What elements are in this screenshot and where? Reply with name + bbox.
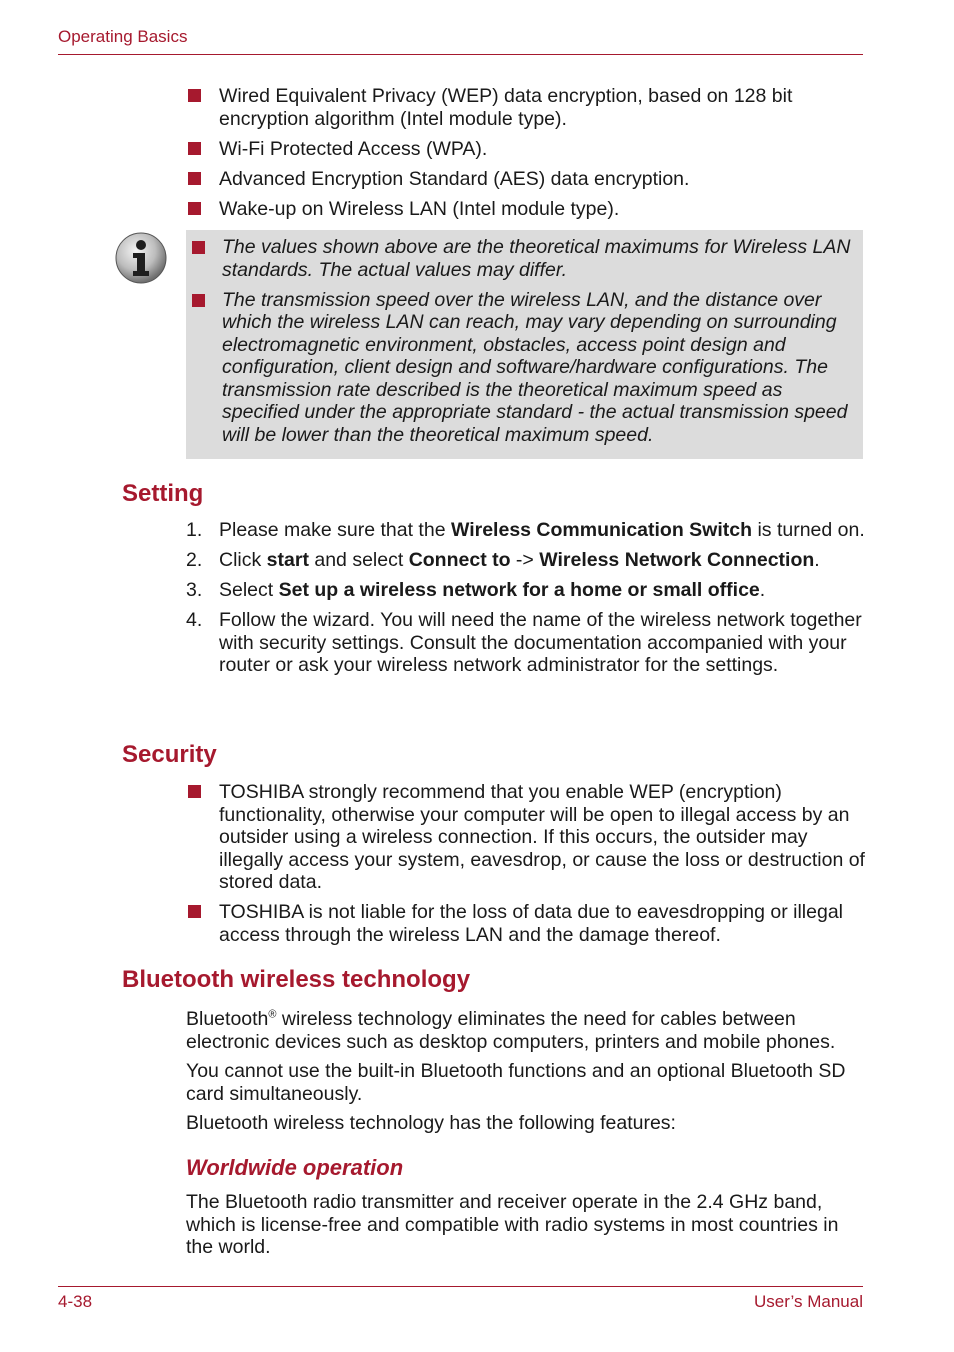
list-item: 4. Follow the wizard. You will need the name of the wireless network together with security settings. Consult the documentation accompanied with your router or ask your wireless network administrator for the settings. bbox=[186, 609, 862, 676]
section-heading-security: Security bbox=[122, 741, 217, 768]
manual-title: User’s Manual bbox=[754, 1292, 863, 1311]
note-box bbox=[186, 230, 863, 459]
security-list bbox=[186, 781, 866, 954]
bullet-square-icon bbox=[188, 905, 201, 918]
section-heading-bluetooth: Bluetooth wireless technology bbox=[122, 966, 471, 993]
header-rule bbox=[58, 54, 863, 55]
page-number: 4-38 bbox=[58, 1292, 93, 1311]
bluetooth-paragraph: You cannot use the built-in Bluetooth functions and an optional Bluetooth SD card simultaneously. bbox=[186, 1060, 846, 1105]
running-header: Operating Basics bbox=[58, 27, 188, 46]
list-item: 1. Please make sure that the Wireless Communication Switch is turned on. bbox=[186, 519, 865, 541]
bullet-square-icon bbox=[188, 785, 201, 798]
list-item: TOSHIBA strongly recommend that you enable WEP (encryption) functionality, otherwise your computer will be open to illegal access by an outsider using a wireless connection. If this occurs, the outsider may illegally access your system, eavesdrop, or cause the loss or destruction of stored data. bbox=[186, 781, 866, 894]
bullet-square-icon bbox=[192, 294, 205, 307]
bullet-square-icon bbox=[188, 202, 201, 215]
list-item: 2. Click start and select Connect to -> Wireless Network Connection. bbox=[186, 549, 820, 571]
list-item: Wi-Fi Protected Access (WPA). bbox=[186, 138, 866, 161]
bullet-square-icon bbox=[188, 89, 201, 102]
bluetooth-intro: Bluetooth® wireless technology eliminates the need for cables between electronic devices such as desktop computers, printers and mobile phones. bbox=[186, 1008, 836, 1053]
info-icon bbox=[114, 231, 168, 285]
note-item: The transmission speed over the wireless LAN, and the distance over which the wireless LAN can reach, may vary depending on surrounding electromagnetic environment, obstacles, access point design and configuration, client design and software/hardware configurations. The transmission rate described is the theoretical maximum speed as specified under the appropriate standard - the actual transmission speed will be lower than the theoretical maximum speed. bbox=[186, 289, 857, 447]
worldwide-paragraph: The Bluetooth radio transmitter and receiver operate in the 2.4 GHz band, which is license-free and compatible with radio systems in most countries in the world. bbox=[186, 1191, 839, 1258]
footer-rule bbox=[58, 1286, 863, 1287]
list-item: Wired Equivalent Privacy (WEP) data encryption, based on 128 bit encryption algorithm (Intel module type). bbox=[186, 85, 866, 130]
bullet-square-icon bbox=[188, 142, 201, 155]
section-heading-setting: Setting bbox=[122, 480, 204, 507]
feature-list bbox=[186, 85, 866, 228]
setting-steps bbox=[186, 519, 866, 684]
list-item: TOSHIBA is not liable for the loss of data due to eavesdropping or illegal access through the wireless LAN and the damage thereof. bbox=[186, 901, 866, 946]
subheading-worldwide-operation: Worldwide operation bbox=[186, 1155, 404, 1180]
list-item: Advanced Encryption Standard (AES) data encryption. bbox=[186, 168, 866, 191]
bluetooth-features-lead: Bluetooth wireless technology has the following features: bbox=[186, 1112, 676, 1134]
note-item: The values shown above are the theoretical maximums for Wireless LAN standards. The actual values may differ. bbox=[186, 236, 857, 281]
list-item: Wake-up on Wireless LAN (Intel module type). bbox=[186, 198, 866, 221]
bullet-square-icon bbox=[192, 241, 205, 254]
list-item: 3. Select Set up a wireless network for a home or small office. bbox=[186, 579, 766, 601]
bullet-square-icon bbox=[188, 172, 201, 185]
